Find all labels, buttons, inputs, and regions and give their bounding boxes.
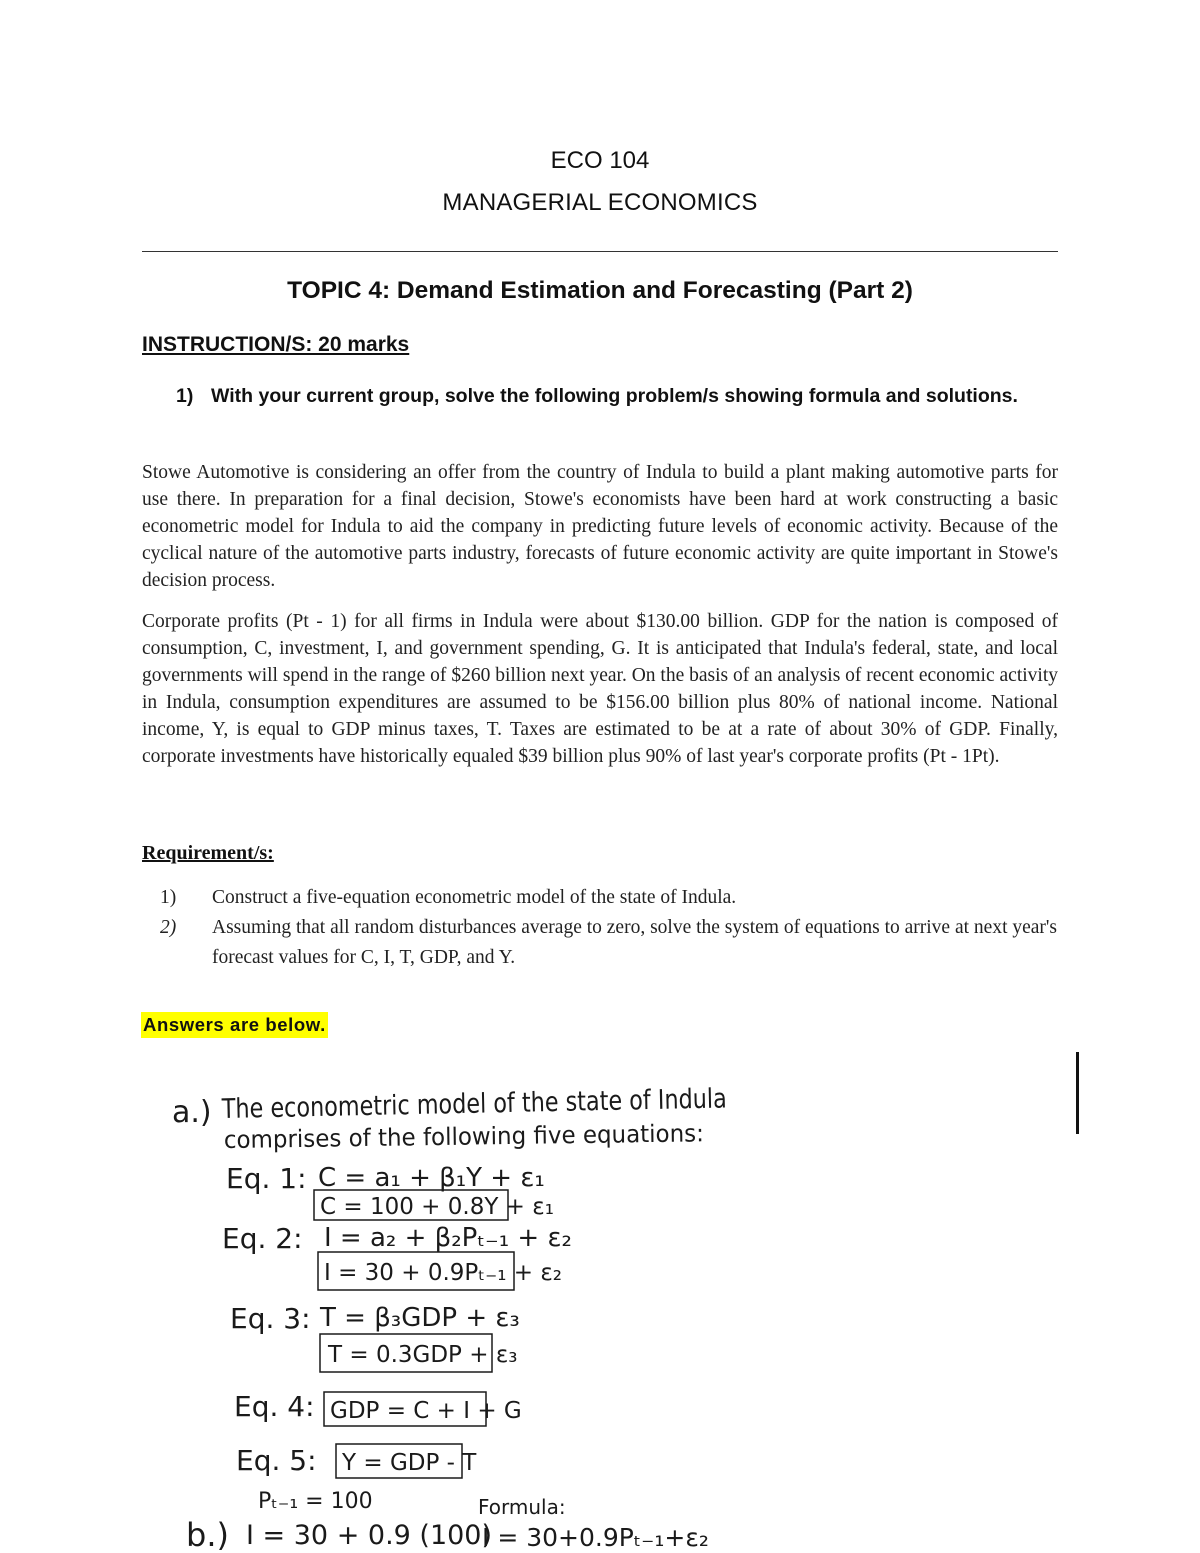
eq1-label: Eq. 1: (226, 1162, 307, 1195)
requirement-number: 2) (160, 917, 177, 938)
calc-line: I = 30 + 0.9 (100) (246, 1520, 493, 1551)
problem-paragraph-1: Stowe Automotive is considering an offer from the country of Indula to build a plant making automotive parts for use there. In preparation for a final decision, Stowe's economists have been hard at work constructing a basic econometric model for Indula to aid the company in predicting future levels of economic activity. Because of the cyclical nature of the automotive parts industry, forecasts of future economic activity are quite important in Stowe's decision process. (142, 462, 1058, 591)
task-item (176, 381, 1058, 412)
eq3-label: Eq. 3: (230, 1302, 311, 1335)
eq1-specific: C = 100 + 0.8Y + ε₁ (320, 1194, 554, 1220)
intro-line-2: comprises of the following five equations: (223, 1118, 726, 1154)
requirement-text: Construct a five-equation econometric model of the state of Indula. (212, 887, 737, 908)
formula-label: Formula: (478, 1495, 566, 1519)
eq5-specific: Y = GDP - T (342, 1450, 477, 1476)
eq1-general: C = a₁ + β₁Y + ε₁ (318, 1163, 545, 1193)
eq4-label: Eq. 4: (234, 1390, 315, 1423)
requirement-number: 1) (160, 887, 177, 908)
header-divider (142, 251, 1058, 252)
formula-text: I = 30+0.9Pₜ₋₁+ε₂ (482, 1523, 709, 1552)
eq4-specific: GDP = C + I + G (330, 1398, 522, 1424)
requirement-item (160, 913, 1058, 973)
task-text: With your current group, solve the following problem/s showing formula and solutions. (211, 385, 1018, 407)
eq2-label: Eq. 2: (222, 1222, 303, 1255)
given-value: Pₜ₋₁ = 100 (258, 1489, 373, 1514)
answers-banner: Answers are below. (141, 1012, 328, 1038)
eq2-specific: I = 30 + 0.9Pₜ₋₁ + ε₂ (324, 1260, 562, 1286)
course-code: ECO 104 (550, 147, 650, 174)
part-b-label: b.) (186, 1516, 229, 1553)
eq3-specific: T = 0.3GDP + ε₃ (328, 1342, 518, 1368)
task-number: 1) (176, 385, 194, 407)
intro-line-1: The econometric model of the state of Indula (221, 1081, 834, 1125)
requirements-list (160, 883, 1058, 973)
instructions-label: INSTRUCTION/S: 20 marks (142, 333, 410, 356)
eq2-general: I = a₂ + β₂Pₜ₋₁ + ε₂ (324, 1223, 572, 1253)
requirement-text: Assuming that all random disturbances average to zero, solve the system of equations to arrive at next year's forecast values for C, I, T, GDP, and Y. (212, 917, 1058, 968)
part-a-label: a.) (172, 1095, 212, 1130)
problem-paragraph-2: Corporate profits (Pt - 1) for all firms in Indula were about $130.00 billion. GDP for the nation is composed of consumption, C, investment, I, and government spending, G. It is anticipated that Indula's federal, state, and local governments will spend in the range of $260 billion next year. On the basis of an analysis of recent economic activity in Indula, consumption expenditures are assumed to be $156.00 billion plus 80% of national income. National income, Y, is equal to GDP minus taxes, T. Taxes are estimated to be at a rate of about 30% of GDP. Finally, corporate investments have historically equaled $39 billion plus 90% of last year's corporate profits (Pt - 1Pt). (142, 611, 1058, 767)
handwritten-solution (0, 1060, 1200, 1553)
course-title: MANAGERIAL ECONOMICS (442, 189, 758, 216)
requirements-heading: Requirement/s: (142, 842, 274, 864)
requirement-item (160, 883, 1058, 913)
eq3-general: T = β₃GDP + ε₃ (320, 1303, 520, 1333)
topic-title: TOPIC 4: Demand Estimation and Forecasting (Part 2) (287, 277, 913, 304)
eq5-label: Eq. 5: (236, 1444, 317, 1477)
